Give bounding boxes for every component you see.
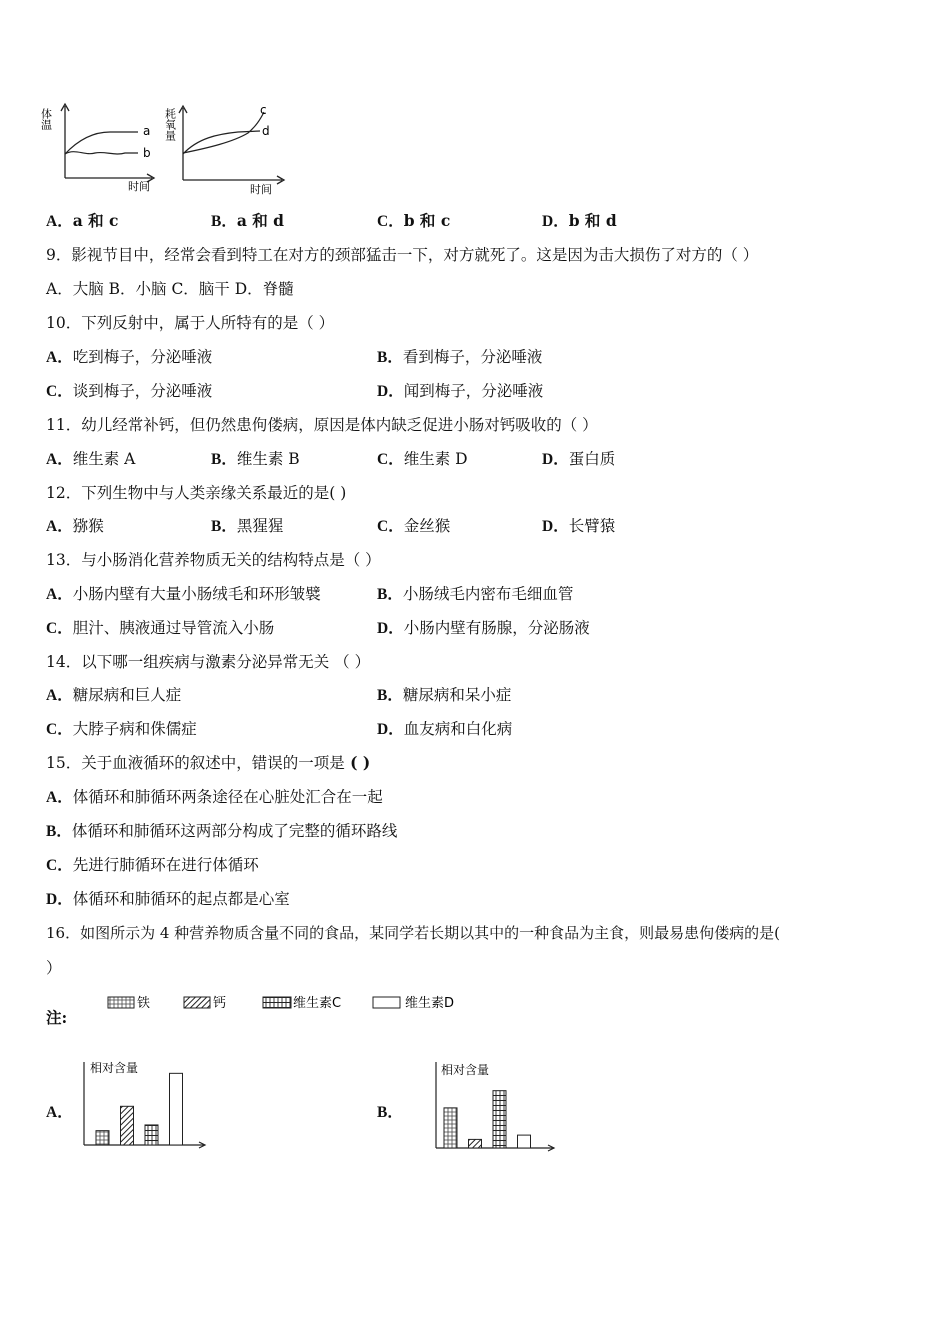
q8-option-d[interactable]: D．b 和 d [542,211,617,230]
q14-option-c[interactable]: C．大脖子病和侏儒症 [46,720,197,738]
q10-option-b[interactable]: B．看到梅子，分泌唾液 [377,348,543,366]
q9-stem: 9．影视节目中，经常会看到特工在对方的颈部猛击一下，对方就死了。这是因为击大损伤了对方的（ ） [46,246,759,264]
q8-option-c[interactable]: C．b 和 c [377,211,451,230]
q10-option-c[interactable]: C．谈到梅子，分泌唾液 [46,382,213,400]
q11-stem: 11．幼儿经常补钙，但仍然患佝偻病，原因是体内缺乏促进小肠对钙吸收的（ ） [46,416,598,434]
q12-option-a[interactable]: A．猕猴 [46,517,104,535]
q15-stem: 15．关于血液循环的叙述中，错误的一项是 ( ) [46,753,371,772]
legend-label-calcium: 钙 [213,996,227,1011]
q11-option-d[interactable]: D．蛋白质 [542,450,616,468]
q12-option-c[interactable]: C．金丝猴 [377,517,451,535]
q13-stem: 13．与小肠消化营养物质无关的结构特点是（ ） [46,551,381,569]
graph1-xlabel: 时间 [128,180,150,193]
oxygen-consumption-graph [163,98,288,196]
q12-stem: 12．下列生物中与人类亲缘关系最近的是( ) [46,484,347,502]
chart-a-ylabel: 相对含量 [90,1061,139,1075]
chart-a-bar-vitamin-d [170,1073,183,1145]
q13-option-b[interactable]: B．小肠绒毛内密布毛细血管 [377,585,574,603]
q10-option-a[interactable]: A．吃到梅子，分泌唾液 [46,348,213,366]
body-temp-graph [40,98,158,194]
q9-options[interactable]: A．大脑 B．小脑 C．脑干 D．脊髓 [46,280,294,298]
q10-option-d[interactable]: D．闻到梅子，分泌唾液 [377,382,544,400]
curve-d-label: d [262,124,270,138]
chart-b-bar-vitamin-c [493,1091,506,1148]
curve-a [65,132,138,154]
q13-option-a[interactable]: A．小肠内壁有大量小肠绒毛和环形皱襞 [46,585,321,603]
q14-option-b[interactable]: B．糖尿病和呆小症 [377,686,512,704]
graph2-xlabel: 时间 [250,183,272,196]
q15-option-a[interactable]: A．体循环和肺循环两条途径在心脏处汇合在一起 [46,788,383,806]
q14-option-d[interactable]: D．血友病和白化病 [377,720,513,738]
curve-b [65,152,138,154]
chart-b-bar-vitamin-d [518,1135,531,1148]
q16-option-a[interactable]: A． [46,1104,73,1121]
q14-stem: 14．以下哪一组疾病与激素分泌异常无关 （ ） [46,653,371,671]
q11-option-c[interactable]: C．维生素 D [377,450,468,468]
q16-chart-a [74,1058,214,1153]
legend-swatch-calcium [184,997,210,1008]
q11-option-b[interactable]: B．维生素 B [211,450,300,468]
chart-a-bar-calcium [121,1106,134,1145]
legend-swatch-iron [108,997,134,1008]
legend-swatch-vitamin-d [373,997,400,1008]
graph2-ylabel: 耗氧量 [163,108,177,141]
legend-label-vitamin-d: 维生素D [405,996,455,1011]
q10-stem: 10．下列反射中，属于人所特有的是（ ） [46,314,335,332]
q16-chart-b [426,1058,566,1153]
graph1-ylabel: 体温 [39,108,53,130]
q15-option-b[interactable]: B．体循环和肺循环这两部分构成了完整的循环路线 [46,822,398,840]
q15-option-d[interactable]: D．体循环和肺循环的起点都是心室 [46,890,290,908]
curve-c-label: c [260,103,267,117]
chart-a-bar-vitamin-c [145,1125,158,1145]
q15-option-c[interactable]: C．先进行肺循环在进行体循环 [46,856,259,874]
q16-stem-line2: ） [46,959,62,977]
q16-stem-line1: 16．如图所示为 4 种营养物质含量不同的食品，某同学若长期以其中的一种食品为主食，则最易患佝偻病的是( [46,924,781,942]
legend-label-vitamin-c: 维生素C [293,996,342,1011]
q16-option-b[interactable]: B． [377,1104,403,1121]
q16-note-label: 注: [46,1008,68,1027]
chart-legend [100,990,480,1016]
q8-option-b[interactable]: B．a 和 d [211,211,285,230]
curve-c [183,112,264,153]
chart-b-ylabel: 相对含量 [441,1063,490,1077]
q13-option-d[interactable]: D．小肠内壁有肠腺，分泌肠液 [377,619,590,637]
curve-a-label: a [143,124,151,138]
q13-option-c[interactable]: C．胆汁、胰液通过导管流入小肠 [46,619,275,637]
q11-option-a[interactable]: A．维生素 A [46,450,136,468]
curve-b-label: b [143,146,151,160]
chart-a-bar-iron [96,1131,109,1145]
q12-option-d[interactable]: D．长臂猿 [542,517,616,535]
q12-option-b[interactable]: B．黑猩猩 [211,517,284,535]
q8-option-a[interactable]: A．a 和 c [46,211,119,230]
chart-b-bar-calcium [469,1139,482,1148]
legend-label-iron: 铁 [137,996,151,1011]
q14-option-a[interactable]: A．糖尿病和巨人症 [46,686,182,704]
chart-b-bar-iron [444,1108,457,1148]
legend-swatch-vitamin-c [263,997,291,1008]
